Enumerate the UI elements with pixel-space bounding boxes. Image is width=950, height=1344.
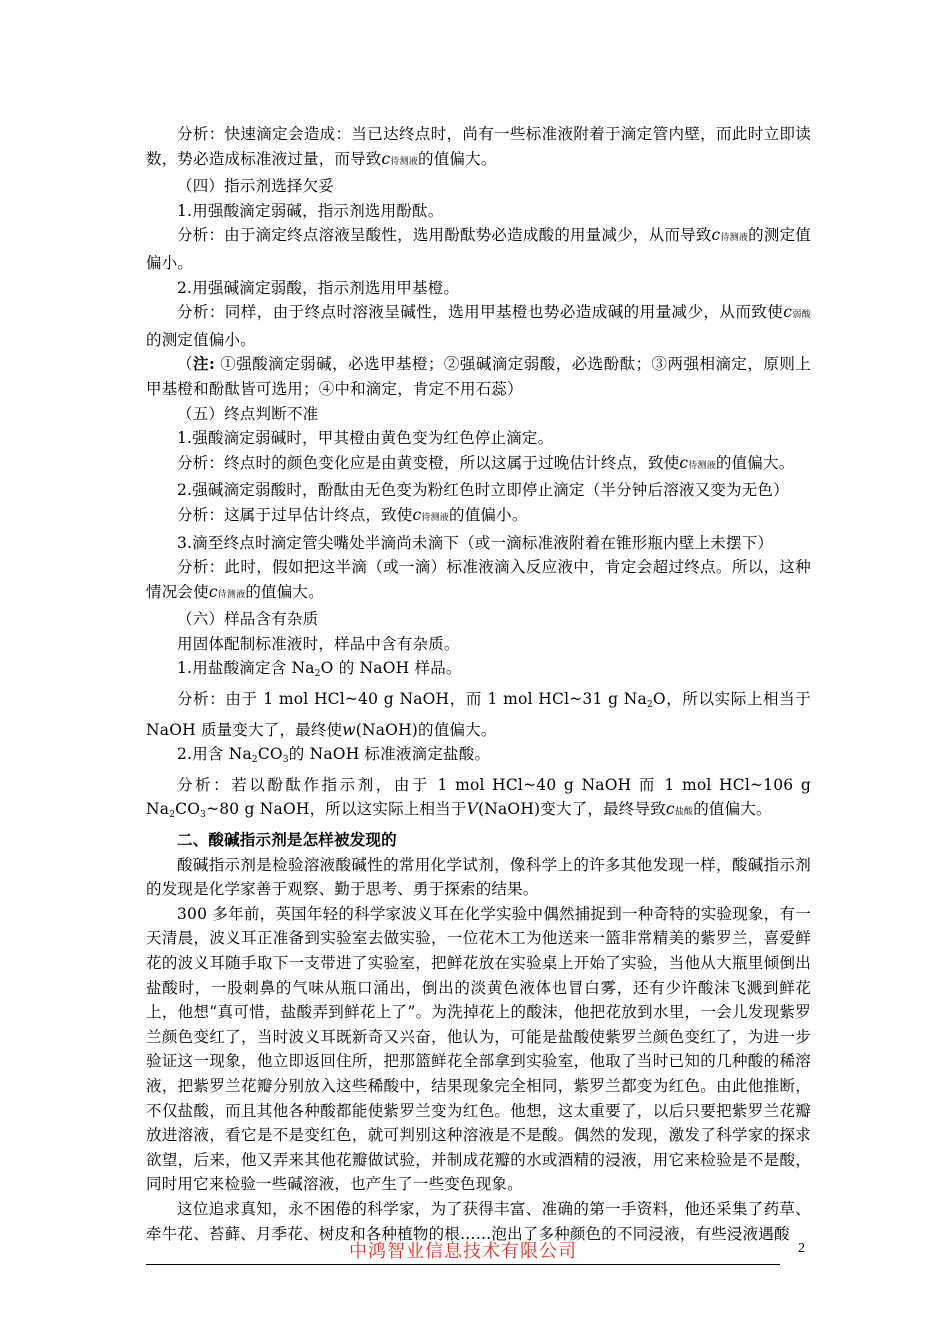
paragraph-analysis-4-2: 分析：同样，由于终点时溶液呈碱性，选用甲基橙也势必造成碱的用量减少，从而致使c弱酸的测定值偏小。 bbox=[146, 303, 811, 349]
footer-divider bbox=[146, 1264, 780, 1265]
paragraph-analysis-6-2: 分析：若以酚酞作指示剂，由于 1 mol HCl~40 g NaOH 而 1 mol HCl~106 g Na2CO3~80 g NaOH，所以这实际上相当于V(NaOH)变大了，最终导致c盐酸的值偏大。 bbox=[146, 775, 811, 821]
section-heading-6: （六）样品含有杂质 bbox=[177, 610, 319, 629]
item-6-intro: 用固体配制标准液时，样品中含有杂质。 bbox=[177, 634, 460, 653]
note-paragraph: （注: ①强酸滴定弱碱，必选甲基橙；②强碱滴定弱酸，必选酚酞；③两强相滴定，原则上甲基橙和酚酞皆可选用；④中和滴定，肯定不用石蕊） bbox=[146, 354, 812, 398]
paragraph-boyle-continued: 这位追求真知，永不困倦的科学家，为了获得丰富、准确的第一手资料，他还采集了药草、牵牛花、苔藓、月季花、树皮和各种植物的根……泡出了多种颜色的不同浸液，有些浸液遇酸 bbox=[146, 1199, 811, 1243]
paragraph-analysis-6-1: 分析：由于 1 mol HCl~40 g NaOH，而 1 mol HCl~31 g Na2O，所以实际上相当于 NaOH 质量变大了，最终使w(NaOH)的值偏大。 bbox=[146, 690, 811, 739]
item-6-2: 2.用含 Na2CO3的 NaOH 标准液滴定盐酸。 bbox=[177, 745, 491, 766]
footer-company-name: 中鸿智业信息技术有限公司 bbox=[349, 1241, 577, 1262]
paragraph-analysis-5-3: 分析：此时，假如把这半滴（或一滴）标准液滴入反应液中，肯定会超过终点。所以，这种情况会使c待测液的值偏大。 bbox=[146, 558, 811, 601]
page-number: 2 bbox=[798, 1241, 805, 1256]
item-4-1: 1.用强酸滴定弱碱，指示剂选用酚酞。 bbox=[177, 201, 444, 220]
chapter-heading-2: 二、酸碱指示剂是怎样被发现的 bbox=[177, 830, 397, 850]
item-5-3: 3.滴至终点时滴定管尖嘴处半滴尚未滴下（或一滴标准液附着在锥形瓶内壁上未摆下） bbox=[177, 533, 774, 552]
item-4-2: 2.用强碱滴定弱酸，指示剂选用甲基橙。 bbox=[177, 278, 460, 297]
item-6-1: 1.用盐酸滴定含 Na2O 的 NaOH 样品。 bbox=[177, 659, 462, 680]
paragraph-analysis-5-1: 分析：终点时的颜色变化应是由黄变橙，所以这属于过晚估计终点，致使c待测液的值偏大。 bbox=[177, 453, 795, 472]
paragraph-boyle-story: 300 多年前，英国年轻的科学家波义耳在化学实验中偶然捕捉到一种奇特的实验现象，有一天清晨，波义耳正准备到实验室去做实验，一位花木工为他送来一篮非常精美的紫罗兰，喜爱鲜花的波义耳随手取下一支带进了实验室，把鲜花放在实验桌上开始了实验，当他从大瓶里倾倒出盐酸时，一股刺鼻的气味从瓶口涌出，倒出的淡黄色液体也冒白雾，还有少许酸沫飞溅到鲜花上，他想“真可惜，盐酸弄到鲜花上了”。为洗掉花上的酸沫，他把花放到水里，一会儿发现紫罗兰颜色变红了，当时波义耳既新奇又兴奋，他认为，可能是盐酸使紫罗兰颜色变红了，为进一步验证这一现象，他立即返回住所，把那篮鲜花全部拿到实验室，他取了当时已知的几种酸的稀溶液，把紫罗兰花瓣分别放入这些稀酸中，结果现象完全相同，紫罗兰都变为红色。由此他推断，不仅盐酸，而且其他各种酸都能使紫罗兰变为红色。他想，这太重要了，以后只要把紫罗兰花瓣放进溶液，看它是不是变红色，就可判别这种溶液是不是酸。偶然的发现，激发了科学家的探求欲望，后来，他又弄来其他花瓣做试验，并制成花瓣的水或酒精的浸液，用它来检验是不是酸，同时用它来检验一些碱溶液，也产生了一些变色现象。 bbox=[146, 904, 811, 1194]
paragraph-analysis-5-2: 分析：这属于过早估计终点，致使c待测液的值偏小。 bbox=[177, 505, 528, 524]
paragraph-indicator-intro: 酸碱指示剂是检验溶液酸碱性的常用化学试剂，像科学上的许多其他发现一样，酸碱指示剂的发现是化学家善于观察、勤于思考、勇于探索的结果。 bbox=[146, 855, 811, 899]
item-5-2: 2.强碱滴定弱酸时，酚酞由无色变为粉红色时立即停止滴定（半分钟后溶液又变为无色） bbox=[177, 481, 789, 500]
section-heading-5: （五）终点判断不准 bbox=[177, 404, 319, 423]
section-heading-4: （四）指示剂选择欠妥 bbox=[177, 177, 335, 196]
item-5-1: 1.强酸滴定弱碱时，甲其橙由黄色变为红色停止滴定。 bbox=[177, 429, 554, 448]
page-body bbox=[146, 122, 811, 1246]
paragraph-analysis-4-1: 分析：由于滴定终点溶液呈酸性，选用酚酞势必造成酸的用量减少，从而导致c待测液的测定值偏小。 bbox=[146, 226, 811, 272]
paragraph-analysis-fast-titration: 分析：快速滴定会造成：当已达终点时，尚有一些标准液附着于滴定管内壁，而此时立即读数，势必造成标准液过量，而导致c待测液的值偏大。 bbox=[146, 125, 811, 168]
